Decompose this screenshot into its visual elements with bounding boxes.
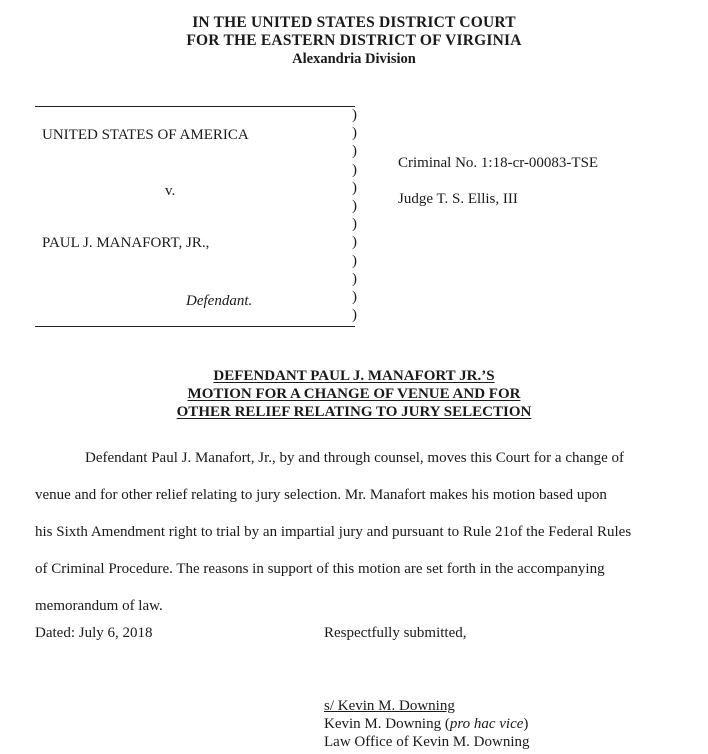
respectfully-submitted: Respectfully submitted, (324, 625, 467, 641)
caption-paren: ) (352, 289, 357, 306)
caption-paren: ) (352, 107, 357, 123)
signature-block (324, 697, 530, 751)
court-header (0, 14, 708, 68)
law-office: Law Office of Kevin M. Downing (324, 734, 530, 750)
body-line: Defendant Paul J. Manafort, Jr., by and through counsel, moves this Court for a change of (85, 450, 625, 466)
attorney-name-text: Kevin M. Downing ( (324, 716, 450, 732)
caption-versus: v. (165, 183, 176, 199)
caption-paren: ) (352, 252, 357, 269)
electronic-signature: s/ Kevin M. Downing (324, 698, 455, 714)
caption-paren: ) (352, 270, 357, 287)
motion-title (0, 367, 708, 421)
caption-top-rule (35, 106, 355, 107)
caption-paren: ) (352, 198, 357, 215)
caption-paren: ) (352, 161, 357, 178)
caption-defendant-role: Defendant. (186, 293, 253, 309)
caption-paren: ) (352, 143, 357, 160)
motion-body-paragraph (35, 440, 665, 625)
caption-paren: ) (352, 179, 357, 196)
caption-paren-column (352, 106, 366, 324)
court-division: Alexandria Division (292, 51, 416, 67)
motion-title-line-2: MOTION FOR A CHANGE OF VENUE AND FOR (187, 386, 521, 402)
caption-plaintiff: UNITED STATES OF AMERICA (42, 127, 249, 143)
court-name-line-2: FOR THE EASTERN DISTRICT OF VIRGINIA (186, 32, 522, 49)
motion-title-line-3: OTHER RELIEF RELATING TO JURY SELECTION (176, 404, 532, 420)
caption-paren: ) (352, 234, 357, 251)
caption-paren: ) (352, 216, 357, 233)
motion-title-line-1: DEFENDANT PAUL J. MANAFORT JR.’S (213, 368, 495, 384)
criminal-case-number: Criminal No. 1:18-cr-00083-TSE (398, 155, 599, 171)
caption-paren: ) (352, 307, 357, 324)
date-line: Dated: July 6, 2018 (35, 625, 153, 641)
judge-name: Judge T. S. Ellis, III (398, 191, 518, 207)
pro-hac-vice-note: pro hac vice (449, 716, 524, 732)
body-line: memorandum of law. (35, 598, 163, 614)
caption-defendant-name: PAUL J. MANAFORT, JR., (42, 235, 210, 251)
caption-paren: ) (352, 125, 357, 142)
attorney-name (324, 715, 530, 733)
body-line: his Sixth Amendment right to trial by an impartial jury and pursuant to Rule 21of the Federal Rules (35, 524, 632, 540)
caption-bottom-rule (35, 326, 355, 327)
court-name-line-1: IN THE UNITED STATES DISTRICT COURT (192, 14, 516, 31)
body-line: of Criminal Procedure. The reasons in support of this motion are set forth in the accompanying (35, 561, 605, 577)
attorney-name-close: ) (523, 716, 529, 732)
body-line: venue and for other relief relating to jury selection. Mr. Manafort makes his motion based upon (35, 487, 607, 503)
